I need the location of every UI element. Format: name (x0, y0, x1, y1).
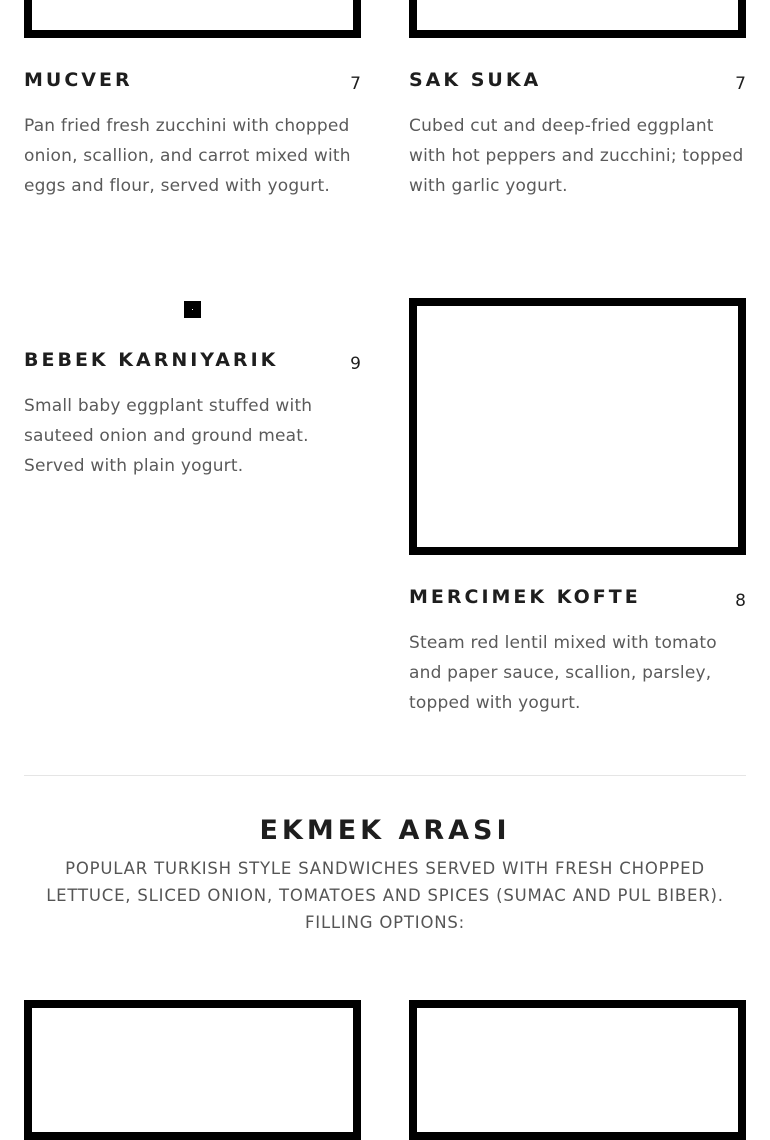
item-title-sak-suka: SAK SUKA (409, 69, 542, 91)
item-price-mercimek-kofte: 8 (735, 591, 746, 611)
item-description-sak-suka: Cubed cut and deep-fried eggplant with hot peppers and zucchini; topped with garlic yogurt. (409, 116, 744, 196)
item-title-bebek-karniyarik: BEBEK KARNIYARIK (24, 349, 279, 371)
sandwich-image-2[interactable] (409, 1000, 746, 1140)
item-description-bebek-karniyarik: Small baby eggplant stuffed with sauteed onion and ground meat. Served with plain yogurt. (24, 396, 313, 476)
item-description-mercimek-kofte: Steam red lentil mixed with tomato and paper sauce, scallion, parsley, topped with yogurt. (409, 633, 717, 713)
item-title-mucver: MUCVER (24, 69, 133, 91)
section-description: POPULAR TURKISH STYLE SANDWICHES SERVED WITH FRESH CHOPPED LETTUCE, SLICED ONION, TOMATOES AND SPICES (SUMAC AND PUL BIBER). FILLING OPTIONS: (46, 859, 724, 932)
item-title-mercimek-kofte: MERCIMEK KOFTE (409, 586, 641, 608)
item-price-sak-suka: 7 (735, 74, 746, 94)
item-price-mucver: 7 (350, 74, 361, 94)
item-price-bebek-karniyarik: 9 (350, 354, 361, 374)
section-divider (24, 775, 746, 776)
sandwich-image-1[interactable] (24, 1000, 361, 1140)
mercimek-kofte-image[interactable] (409, 298, 746, 555)
item-description-mucver: Pan fried fresh zucchini with chopped onion, scallion, and carrot mixed with eggs and flour, served with yogurt. (24, 116, 351, 196)
bebek-karniyarik-image[interactable] (184, 301, 201, 318)
sak-suka-image[interactable] (409, 0, 746, 38)
section-title: EKMEK ARASI (259, 815, 511, 846)
mucver-image[interactable] (24, 0, 361, 38)
